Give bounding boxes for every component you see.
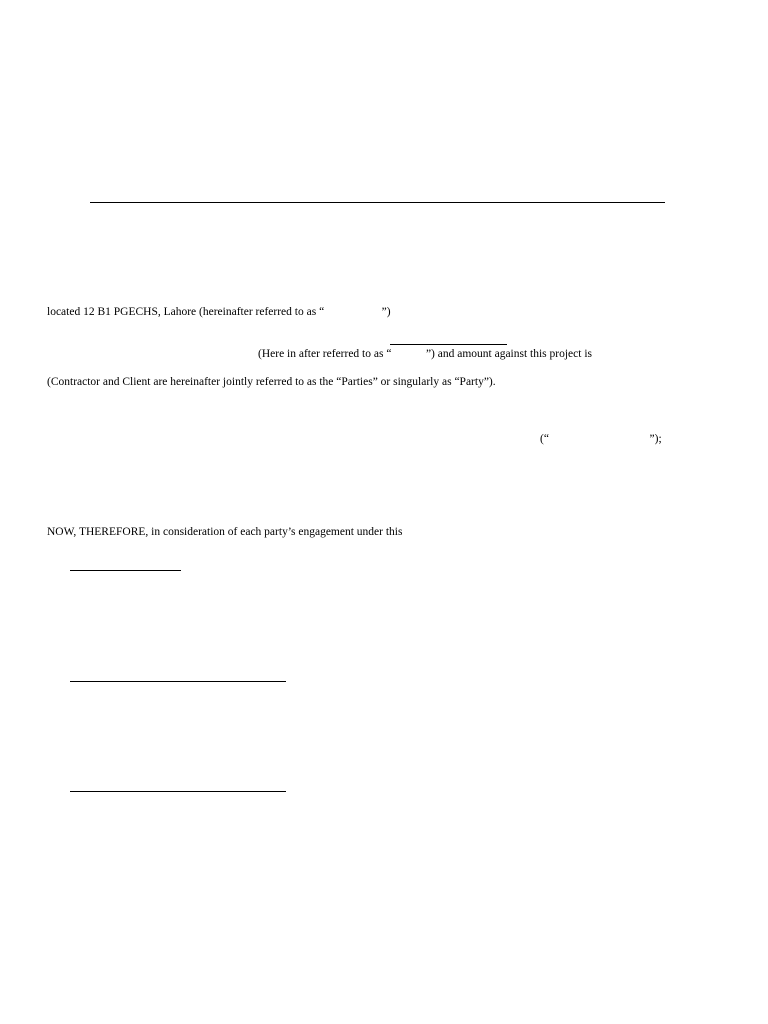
section-heading-underline-1 bbox=[70, 570, 181, 571]
section-heading-underline-3 bbox=[70, 791, 286, 792]
location-line: located 12 B1 PGECHS, Lahore (hereinafter referred to as “ ”) bbox=[47, 306, 391, 318]
title-underline bbox=[90, 202, 665, 203]
parties-line: (Contractor and Client are hereinafter jointly referred to as the “Parties” or singularly as “Party”). bbox=[47, 376, 496, 388]
now-therefore-line: NOW, THEREFORE, in consideration of each party’s engagement under this bbox=[47, 526, 403, 538]
section-heading-underline-2 bbox=[70, 681, 286, 682]
defined-term-line: (“ ”); bbox=[540, 433, 662, 445]
project-line: (Here in after referred to as “ ”) and amount against this project is bbox=[258, 348, 593, 360]
project-blank-underline bbox=[390, 344, 507, 345]
